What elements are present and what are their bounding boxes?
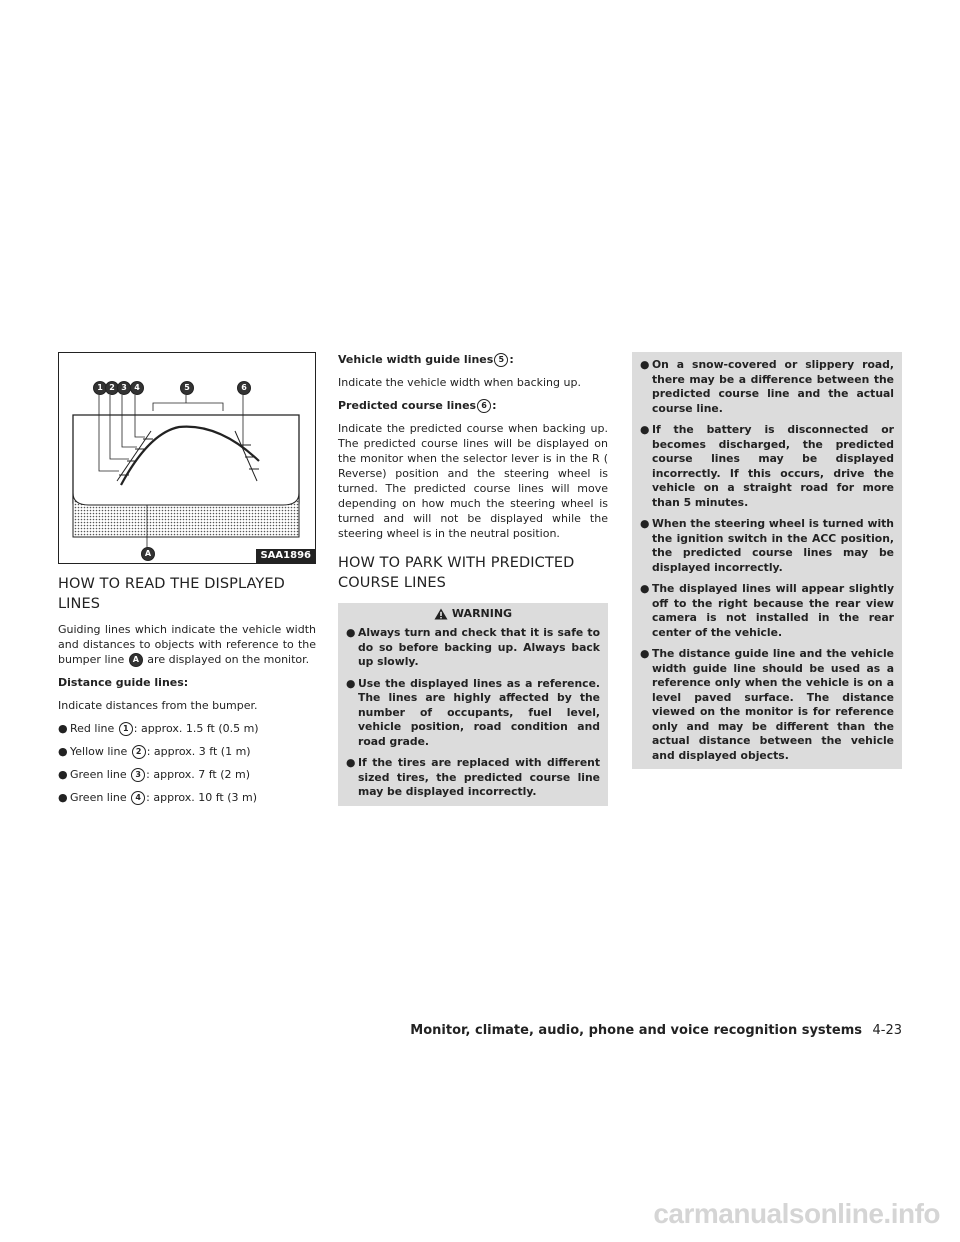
warning-box: [338, 603, 608, 806]
warning-item-8: ● The distance guide line and the vehicle width guide line should be used as a reference only when the vehicle is on a level paved surface. The distance viewed on the monitor is for reference only and may be different than the actual distance between the vehicle and displayed objects.: [640, 647, 894, 762]
course-lines-title: Predicted course lines 6 :: [338, 399, 497, 412]
warning-item-6: ● When the steering wheel is turned with the ignition switch in the ACC position, the predicted course lines may be displayed incorrectly.: [640, 517, 894, 574]
list-item-yellow-line: ● Yellow line 2 : approx. 3 ft (1 m): [58, 745, 251, 758]
width-guide-title: Vehicle width guide lines 5 :: [338, 353, 514, 366]
warning-item-1: ● Always turn and check that it is safe to do so before backing up. Always back up slowly.: [346, 626, 600, 668]
distance-guide-title: Distance guide lines:: [58, 676, 189, 689]
marker-3: 3: [131, 768, 145, 782]
marker-6: 6: [477, 399, 491, 413]
warning-item-3: ● If the tires are replaced with different sized tires, the predicted course line may be displayed incorrectly.: [346, 756, 600, 798]
figure-code: SAA1896: [256, 549, 315, 563]
distance-guide-desc: Indicate distances from the bumper.: [58, 699, 258, 712]
bullet-icon: ●: [346, 626, 356, 639]
warning-item-5: ● If the battery is disconnected or becomes discharged, the predicted course lines may be displayed incorrectly. If this occurs, drive the vehicle on a straight road for more than 5 minutes.: [640, 423, 894, 509]
heading-read-lines: HOW TO READ THE DISPLAYED LINES: [58, 576, 285, 612]
column-left: [58, 352, 316, 813]
list-item-green-line-2m: ● Green line 3 : approx. 7 ft (2 m): [58, 768, 251, 781]
width-guide-desc: Indicate the vehicle width when backing up.: [338, 376, 581, 389]
watermark: carmanualsonline.info: [653, 1198, 940, 1229]
marker-4: 4: [131, 791, 145, 805]
bullet-icon: ●: [58, 768, 68, 781]
footer-section-title: Monitor, climate, audio, phone and voice recognition systems: [410, 1023, 862, 1038]
marker-1: 1: [119, 722, 133, 736]
bullet-icon: ●: [640, 517, 650, 530]
marker-5: 5: [494, 353, 508, 367]
bullet-icon: ●: [640, 582, 650, 595]
callout-1: 1: [93, 381, 107, 395]
list-item-green-line-3m: ● Green line 4 : approx. 10 ft (3 m): [58, 791, 258, 804]
bullet-icon: ●: [640, 647, 650, 660]
bullet-icon: ●: [346, 756, 356, 769]
page-number: 4-23: [872, 1023, 902, 1038]
column-middle: [338, 352, 608, 806]
warning-item-7: ● The displayed lines will appear slightly off to the right because the rear view camera is not installed in the rear center of the vehicle.: [640, 582, 894, 639]
callout-5: 5: [180, 381, 194, 395]
callout-a: A: [141, 547, 155, 561]
bullet-icon: ●: [346, 676, 356, 690]
heading-park-predicted: HOW TO PARK WITH PREDICTED COURSE LINES: [338, 555, 575, 591]
warning-box-continued: [632, 352, 902, 769]
column-right: [632, 352, 902, 769]
marker-2: 2: [132, 745, 146, 759]
bullet-icon: ●: [640, 423, 650, 436]
callout-2: 2: [105, 381, 119, 395]
bullet-icon: ●: [58, 722, 68, 735]
warning-title: WARNING: [451, 607, 513, 620]
warning-item-4: ● On a snow-covered or slippery road, there may be a difference between the predicted course line and the actual course line.: [640, 358, 894, 415]
callout-6: 6: [237, 381, 251, 395]
callout-3: 3: [117, 381, 131, 395]
list-item-red-line: ● Red line 1 : approx. 1.5 ft (0.5 m): [58, 722, 259, 735]
bullet-icon: ●: [58, 745, 68, 758]
camera-guide-figure: [58, 352, 316, 564]
warning-header: [346, 607, 600, 620]
marker-a: A: [129, 653, 143, 667]
warning-item-2: ● Use the displayed lines as a reference. The lines are highly affected by the number of occupants, fuel level, vehicle position, road condition and road grade.: [346, 676, 600, 748]
course-lines-desc: Indicate the predicted course when backing up. The predicted course lines will be displayed on the monitor when the selector lever is in the R ( Reverse) position and the steering wheel is turned. The predicted course lines will move depending on how much the steering wheel is turned and will not be displayed while the steering wheel is in the neutral position.: [338, 422, 608, 540]
warning-triangle-icon: [434, 608, 448, 620]
bullet-icon: ●: [58, 791, 68, 804]
intro-paragraph: Guiding lines which indicate the vehicle width and distances to objects with reference to the bumper line A are displayed on the monitor.: [58, 623, 316, 666]
callout-4: 4: [130, 381, 144, 395]
page-footer: [0, 1022, 960, 1052]
bullet-icon: ●: [640, 358, 650, 371]
